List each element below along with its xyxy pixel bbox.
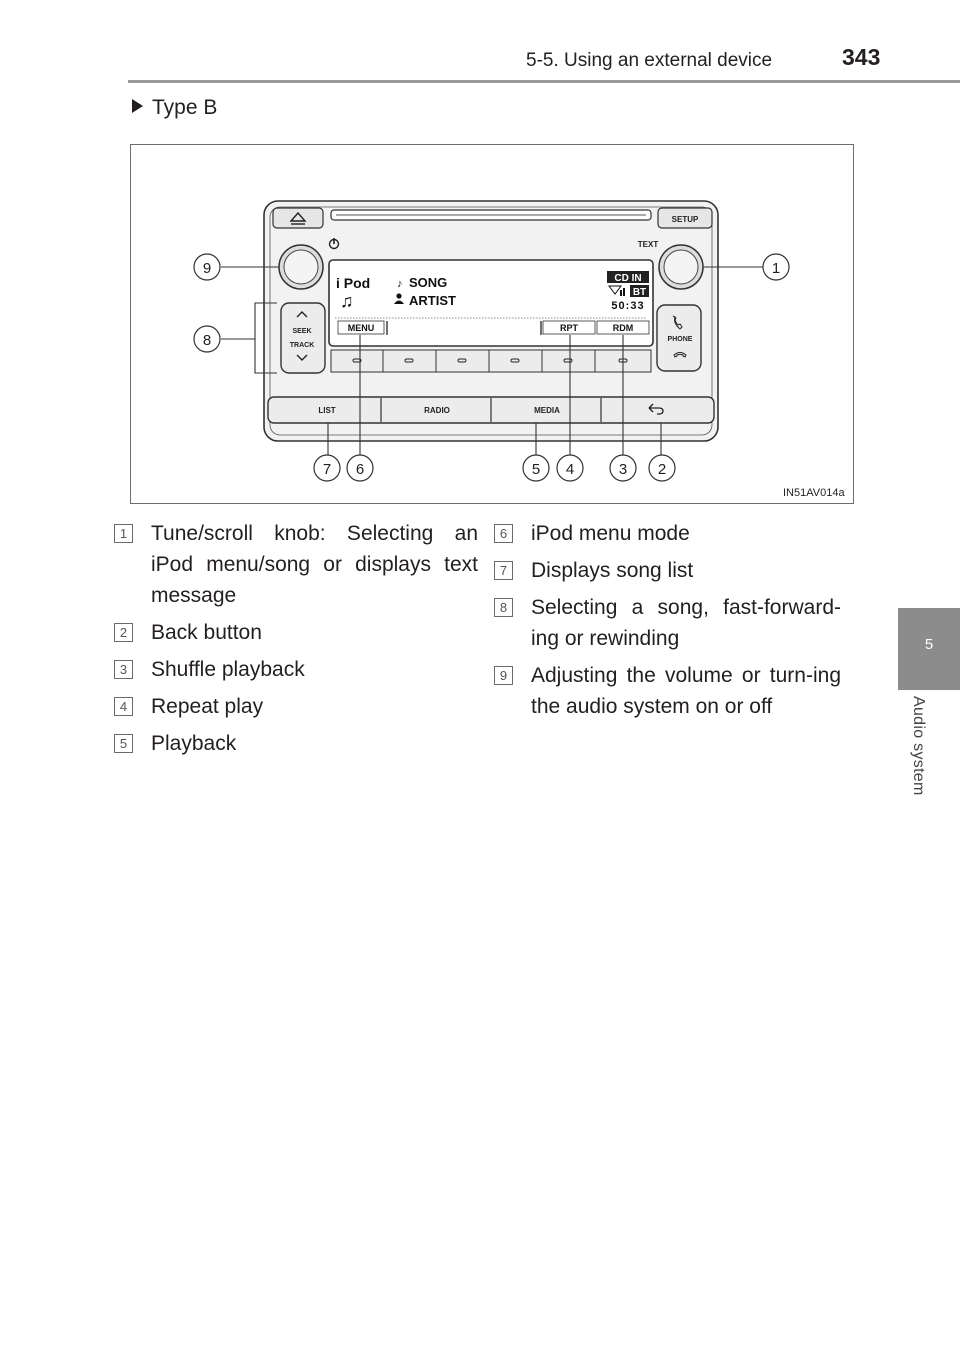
- svg-text:BT: BT: [632, 287, 647, 298]
- chapter-tab-label: Audio system: [910, 696, 927, 796]
- item-number-badge: 5: [114, 734, 133, 753]
- phone-label: PHONE: [667, 336, 693, 343]
- callout-1: 1: [771, 260, 781, 277]
- music-note-icon: ♪: [397, 278, 403, 290]
- item-number-badge: 7: [494, 561, 513, 580]
- track-label: TRACK: [289, 342, 315, 349]
- callout-9: 9: [202, 260, 212, 277]
- item-text: Displays song list: [531, 559, 694, 582]
- item-number-badge: 6: [494, 524, 513, 543]
- soft-key-menu: MENU: [347, 323, 375, 333]
- item-text: Tune/scroll knob: Selecting an iPod menu/song or displays text message: [151, 522, 478, 607]
- seek-label: SEEK: [292, 328, 312, 335]
- callout-8: 8: [202, 332, 212, 349]
- eject-button: [273, 208, 323, 228]
- item-text: Playback: [151, 732, 237, 755]
- callout-2: 2: [657, 461, 667, 478]
- soft-key-rpt: RPT: [560, 323, 578, 333]
- type-heading: Type B: [132, 96, 217, 120]
- item-number-badge: 9: [494, 666, 513, 685]
- item-text: Repeat play: [151, 695, 264, 718]
- legend-list-left: [114, 518, 484, 768]
- callout-7: 7: [322, 461, 332, 478]
- item-number-badge: 2: [114, 623, 133, 642]
- setup-label: SETUP: [671, 215, 699, 224]
- display-song: SONG: [409, 275, 448, 290]
- display-time: 50:33: [611, 300, 645, 312]
- callout-4: 4: [565, 461, 575, 478]
- item-text: Selecting a song, fast-forward-ing or rewinding: [531, 596, 841, 650]
- display-artist: ARTIST: [409, 293, 456, 308]
- callout-5: 5: [531, 461, 541, 478]
- audio-unit-illustration: [131, 145, 855, 505]
- item-number-badge: 1: [114, 524, 133, 543]
- preset-buttons: [331, 350, 651, 372]
- radio-label: RADIO: [424, 406, 450, 415]
- media-label: MEDIA: [534, 406, 560, 415]
- chapter-tab-number: 5: [924, 636, 934, 653]
- callout-6: 6: [355, 461, 365, 478]
- artist-icon: [396, 293, 401, 298]
- legend-list-right: [494, 518, 844, 728]
- figure-code: IN51AV014a: [783, 487, 845, 499]
- ipod-menu-icon: ♫: [340, 291, 354, 311]
- item-text: Shuffle playback: [151, 658, 305, 681]
- display-ipod: i Pod: [336, 275, 371, 291]
- item-number-badge: 8: [494, 598, 513, 617]
- soft-key-rdm: RDM: [612, 323, 634, 333]
- item-text: Back button: [151, 621, 262, 644]
- item-number-badge: 3: [114, 660, 133, 679]
- item-text: Adjusting the volume or turn-ing the audio system on or off: [531, 664, 841, 718]
- audio-unit-figure: [130, 144, 854, 504]
- list-label: LIST: [318, 406, 336, 415]
- page-number: 343: [842, 44, 881, 70]
- callout-3: 3: [618, 461, 628, 478]
- header-rule: [128, 80, 960, 83]
- item-number-badge: 4: [114, 697, 133, 716]
- item-text: iPod menu mode: [531, 522, 690, 545]
- text-label: TEXT: [637, 240, 659, 249]
- section-title: 5-5. Using an external device: [526, 50, 773, 71]
- svg-text:CD IN: CD IN: [614, 273, 642, 284]
- arrow-right-icon: [132, 99, 143, 113]
